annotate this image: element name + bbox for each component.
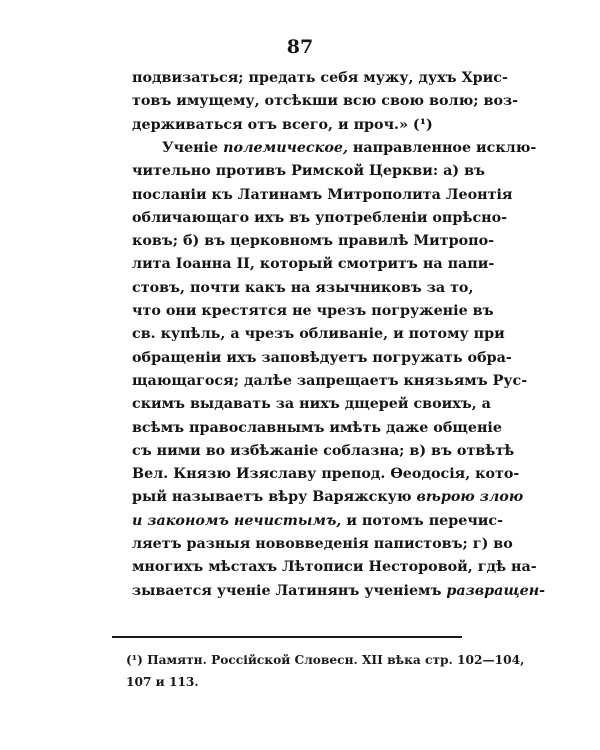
text-line bbox=[132, 231, 495, 251]
text-line bbox=[132, 324, 505, 344]
text-segment: рый называетъ вѣру Варяжскую bbox=[132, 489, 417, 506]
text-segment: ляетъ разныя нововведенія папистовъ; г) во bbox=[132, 536, 513, 552]
text-line bbox=[132, 487, 524, 507]
text-line bbox=[132, 91, 519, 111]
text-segment: направленное исклю- bbox=[347, 139, 537, 156]
page-number: 87 bbox=[286, 36, 314, 58]
text-line bbox=[132, 581, 546, 601]
text-line bbox=[132, 534, 513, 554]
text-segment: всѣмъ православнымъ имѣть даже общеніе bbox=[132, 419, 502, 436]
footnote-divider bbox=[112, 636, 462, 638]
text-line bbox=[162, 138, 537, 158]
text-segment: и потомъ перечис- bbox=[341, 512, 504, 529]
text-line bbox=[132, 371, 528, 391]
text-line bbox=[132, 68, 508, 88]
text-line bbox=[132, 301, 494, 321]
italic-text: полемическое, bbox=[223, 139, 348, 156]
text-segment: Вел. Князю Изяславу препод. Ѳеодосія, кото- bbox=[132, 466, 520, 483]
text-segment: что они крестятся не чрезъ погруженіе въ bbox=[132, 303, 494, 319]
text-line bbox=[132, 418, 502, 438]
text-line bbox=[132, 348, 512, 368]
text-segment: чительно противъ Римской Церкви: а) въ bbox=[132, 163, 485, 180]
text-line bbox=[132, 278, 474, 298]
text-segment: подвизаться; предать себя мужу, духъ Хрис- bbox=[132, 70, 508, 86]
text-segment: многихъ мѣстахъ Лѣтописи Несторовой, гдѣ на- bbox=[132, 559, 537, 576]
text-segment: зывается ученіе Латинянъ ученіемъ bbox=[132, 582, 447, 599]
text-segment: съ ними во избѣжаніе соблазна; в) въ отвѣтѣ bbox=[132, 442, 515, 459]
italic-text: и закономъ нечистымъ, bbox=[132, 512, 342, 529]
text-segment: посланіи къ Латинамъ Митрополита Леонтія bbox=[132, 186, 513, 203]
text-segment: стовъ, почти какъ на язычниковъ за то, bbox=[132, 279, 474, 296]
text-segment: держиваться отъ всего, и проч.» (¹) bbox=[132, 116, 433, 133]
text-line bbox=[132, 464, 520, 484]
text-segment: щающагося; далѣе запрещаетъ князьямъ Рус- bbox=[132, 372, 528, 389]
text-segment: Ученіе bbox=[162, 139, 224, 156]
text-line bbox=[132, 254, 495, 274]
italic-text: вѣрою злою bbox=[416, 489, 524, 506]
footnote-line: 107 и 113. bbox=[126, 675, 199, 689]
text-line bbox=[132, 185, 513, 205]
text-segment: скимъ выдавать за нихъ дщерей своихъ, а bbox=[132, 396, 491, 413]
footnote-line: (¹) Памятн. Россійской Словесн. XII вѣка стр. 102—104, bbox=[126, 653, 525, 667]
text-line bbox=[132, 208, 508, 228]
text-line bbox=[132, 115, 462, 135]
text-segment: обличающаго ихъ въ употребленіи опрѣсно- bbox=[132, 209, 508, 226]
text-segment: св. купѣль, а чрезъ обливаніе, и потому при bbox=[132, 326, 505, 343]
text-segment: товъ имущему, отсѣкши всю свою волю; воз- bbox=[132, 93, 519, 110]
text-line bbox=[132, 511, 504, 531]
text-line bbox=[132, 394, 491, 414]
text-line bbox=[132, 161, 485, 181]
text-segment: лита Іоанна II, который смотритъ на папи- bbox=[132, 256, 495, 273]
italic-text: развращен- bbox=[446, 582, 546, 599]
text-segment: ковъ; б) въ церковномъ правилѣ Митропо- bbox=[132, 233, 495, 250]
text-line bbox=[132, 557, 537, 577]
text-line bbox=[132, 441, 515, 461]
text-segment: обращеніи ихъ заповѣдуетъ погружать обра- bbox=[132, 349, 512, 366]
